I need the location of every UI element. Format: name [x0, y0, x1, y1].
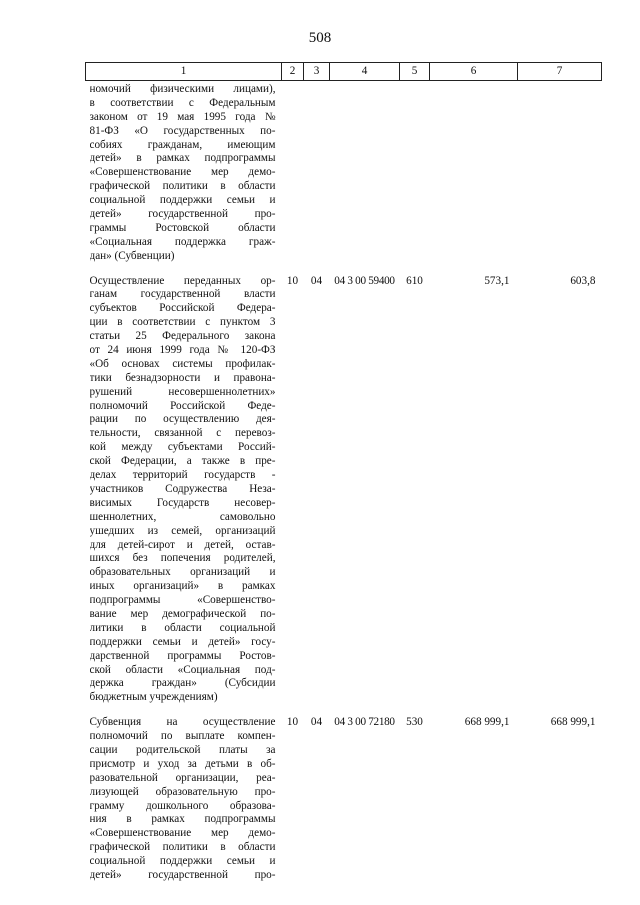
description-line: ской области «Социальная под- — [89, 663, 276, 676]
description-line: присмотр и уход за детьми в об- — [89, 757, 276, 770]
row-spacer — [86, 264, 602, 275]
section-code: 10 — [286, 274, 299, 287]
description-line: детей» государственной про- — [89, 208, 276, 221]
description-line: делах территорий государств - — [89, 469, 276, 482]
row-description — [86, 81, 282, 264]
description-line: шихся без попечения родителей, — [89, 552, 276, 565]
description-line: «Об основах системы профилак- — [89, 357, 276, 370]
column-header-5: 5 — [400, 63, 430, 81]
description-line: ганам государственной власти — [89, 288, 276, 301]
description-line: лизующей образовательную про- — [89, 785, 276, 798]
description-line: тики безнадзорности и правона- — [89, 371, 276, 384]
description-line: номочий физическими лицами), — [89, 83, 276, 95]
description-line: подпрограммы «Совершенство- — [89, 594, 276, 607]
description-line: в соответствии с Федеральным — [89, 96, 276, 109]
subsection-code — [304, 81, 330, 264]
description-line: детей» государственной про- — [89, 868, 276, 881]
subsection-code: 04 — [310, 274, 323, 287]
target-item-code — [330, 81, 400, 264]
row-spacer-cell — [86, 264, 602, 275]
description-line: для детей-сирот и детей, остав- — [89, 538, 276, 551]
description-line: участников Содружества Неза- — [89, 482, 276, 495]
description-line: шеннолетних, самовольно — [89, 510, 276, 523]
row-spacer-cell — [86, 705, 602, 716]
amount-year-2 — [518, 81, 602, 264]
description-line: графической политики в области — [89, 180, 276, 193]
table-row — [86, 716, 602, 883]
amount-year-1: 668 999,1 — [464, 716, 510, 729]
description-line: образовательных организаций и — [89, 566, 276, 579]
description-line: висимых Государств несовер- — [89, 496, 276, 509]
description-line: дарственной программы Ростов- — [89, 649, 276, 662]
description-line: «Совершенствование мер демо- — [89, 827, 276, 840]
description-line: субъектов Российской Федера- — [89, 302, 276, 315]
description-line: иных организаций» в рамках — [89, 580, 276, 593]
description-line: полномочий Российской Феде- — [89, 399, 276, 412]
description-line: рушений несовершеннолетних» — [89, 385, 276, 398]
column-header-7: 7 — [518, 63, 602, 81]
column-header-2: 2 — [282, 63, 304, 81]
budget-table — [85, 62, 602, 883]
description-line: графической политики в области — [89, 841, 276, 854]
section-code — [282, 81, 304, 264]
amount-year-2: 668 999,1 — [550, 716, 596, 729]
description-line: ушедших из семей, организаций — [89, 524, 276, 537]
row-description — [86, 716, 282, 883]
description-line: статьи 25 Федерального закона — [89, 330, 276, 343]
description-line: 81-ФЗ «О государственных по- — [89, 124, 276, 137]
table-row — [86, 275, 602, 706]
description-line: полномочий по выплате компен- — [89, 730, 276, 743]
amount-year-1 — [430, 81, 518, 264]
description-line: детей» в рамках подпрограммы — [89, 152, 276, 165]
expense-type-code: 530 — [406, 716, 423, 729]
expense-type-code: 610 — [406, 274, 423, 287]
column-header-1: 1 — [86, 63, 282, 81]
description-line: держка граждан» (Субсидии — [89, 677, 276, 690]
description-line: грамму дошкольного образова- — [89, 799, 276, 812]
description-line: вание мер демографической по- — [89, 607, 276, 620]
description-line: Субвенция на осуществление — [89, 716, 276, 729]
description-line: «Совершенствование мер демо- — [89, 166, 276, 179]
expense-type-code — [400, 81, 430, 264]
row-description — [86, 275, 282, 706]
description-line: тельности, связанной с перевоз- — [89, 427, 276, 440]
description-line: «Социальная поддержка граж- — [89, 235, 276, 248]
description-line: собиях гражданам, имеющим — [89, 138, 276, 151]
section-code: 10 — [286, 716, 299, 729]
description-line: поддержки семьи и детей» госу- — [89, 635, 276, 648]
description-line: разовательной организации, реа- — [89, 771, 276, 784]
description-line: литики в области социальной — [89, 621, 276, 634]
row-spacer — [86, 705, 602, 716]
description-line: ния в рамках подпрограммы — [89, 813, 276, 826]
target-item-code: 04 3 00 59400 — [334, 274, 395, 287]
description-line: рации по осуществлению дея- — [89, 413, 276, 426]
description-line: законом от 19 мая 1995 года № — [89, 110, 276, 123]
description-line: ции в соответствии с пунктом 3 — [89, 316, 276, 329]
description-line: дан» (Субвенции) — [89, 249, 175, 262]
page-number: 508 — [308, 30, 332, 46]
description-line: кой между субъектами Россий- — [89, 441, 276, 454]
amount-year-2: 603,8 — [570, 274, 596, 287]
description-line: социальной поддержки семьи и — [89, 855, 276, 868]
column-header-4: 4 — [330, 63, 400, 81]
description-line: сации родительской платы за — [89, 743, 276, 756]
column-header-6: 6 — [430, 63, 518, 81]
description-line: бюджетным учреждениям) — [89, 691, 218, 704]
column-header-3: 3 — [304, 63, 330, 81]
description-line: ской Федерации, а также в пре- — [89, 455, 276, 468]
subsection-code: 04 — [310, 716, 323, 729]
amount-year-1: 573,1 — [484, 274, 510, 287]
target-item-code: 04 3 00 72180 — [334, 716, 395, 729]
description-line: от 24 июня 1999 года № 120-ФЗ — [89, 344, 276, 357]
table-body — [86, 81, 602, 883]
column-number-row — [86, 63, 602, 81]
table-row — [86, 81, 602, 264]
description-line: граммы Ростовской области — [89, 221, 276, 234]
description-line: социальной поддержки семьи и — [89, 194, 276, 207]
description-line: Осуществление переданных ор- — [89, 274, 276, 287]
